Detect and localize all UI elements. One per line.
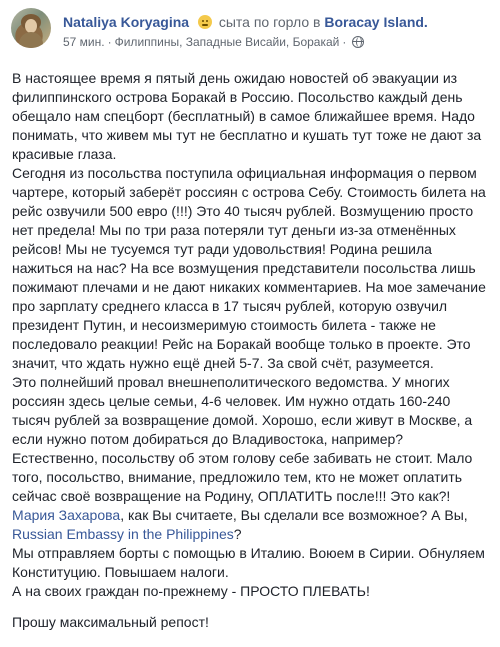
author-name-link[interactable]: Nataliya Koryagina: [63, 14, 190, 30]
avatar-body: [19, 32, 43, 48]
paragraph-spacer: [12, 601, 490, 613]
post-paragraph-1: В настоящее время я пятый день ожидаю новостей об эвакуации из филиппинского острова Боракай в Россию. Посольство каждый день обещало нам спецборт (бесплатный) в самое ближайшее время. Надо понимать, что живем мы тут не бесплатно и кушать тут тоже не дают за красивые глаза.: [12, 70, 482, 162]
post-subline: [63, 34, 490, 50]
paragraph-3-middle: , как Вы считаете, Вы сделали все возможное? А Вы,: [120, 507, 468, 523]
separator-dot: ·: [107, 35, 112, 49]
annoyed-emoji-icon: [198, 15, 212, 29]
paragraph-3-end: ?: [233, 526, 242, 542]
post-paragraph-4: Мы отправляем борты с помощью в Италию. Воюем в Сирии. Обнуляем Конституцию. Повышаем налоги.: [12, 545, 485, 580]
post-paragraph-5: А на своих граждан по-прежнему - ПРОСТО ПЛЕВАТЬ!: [12, 583, 370, 599]
post-paragraph-3: [12, 373, 490, 544]
post-paragraph-2: Сегодня из посольства поступила официальная информация о первом чартере, который заберёт россиян с острова Себу. Стоимость билета на рейс озвучили 500 евро (!!!) Это 40 тысяч рублей. Возмущению просто нет предела! Мы по три раза потеряли тут деньги из-за отменённых рейсов! Мы не тусуемся тут ради удовольствия! Родина решила нажиться на нас? На все возмущения представители посольства лишь пожимают плечами и не дают никаких комментариев. На мое замечание про зарплату среднего класса в 17 тысяч рублей, которую озвучил президент Путин, и несоизмеримую стоимость билета - также не последовало реакции! Рейс на Боракай вообще только в проекте. Это значит, что ждать нужно ещё дней 5-7. За свой счёт, разумеется.: [12, 165, 486, 371]
maria-zakharova-mention[interactable]: Мария Захарова: [12, 507, 121, 523]
russian-embassy-mention[interactable]: Russian Embassy in the Philippines: [12, 526, 234, 542]
separator-dot: ·: [342, 35, 347, 49]
place-link[interactable]: Boracay Island.: [324, 14, 428, 30]
post-content: [12, 69, 490, 632]
author-avatar[interactable]: [11, 8, 51, 48]
post-time-link[interactable]: 57 мин.: [63, 35, 105, 49]
post-meta: [63, 13, 490, 50]
globe-icon[interactable]: [352, 36, 364, 48]
post-header: [11, 8, 490, 60]
location-link[interactable]: Филиппины, Западные Висайи, Боракай: [114, 35, 340, 49]
paragraph-3-start: Это полнейший провал внешнеполитического ведомства. У многих россиян здесь целые семьи, 4-6 человек. Им нужно отдать 160-240 тысяч рублей за возвращение домой. Хорошо, если живут в Москве, а если нужно потом добираться до Владивостока, например? Естественно, посольству об этом голову себе забивать не стоит. Мало того, посольство, внимание, предложило тем, кто не может оплатить сейчас своё возвращение на Родину, ОПЛАТИТЬ после!!! Это как?!: [12, 374, 473, 504]
activity-text: сыта по горло в: [218, 14, 321, 30]
avatar-face: [25, 19, 37, 33]
post-paragraph-6: Прошу максимальный репост!: [12, 614, 209, 630]
author-line: [63, 13, 490, 31]
